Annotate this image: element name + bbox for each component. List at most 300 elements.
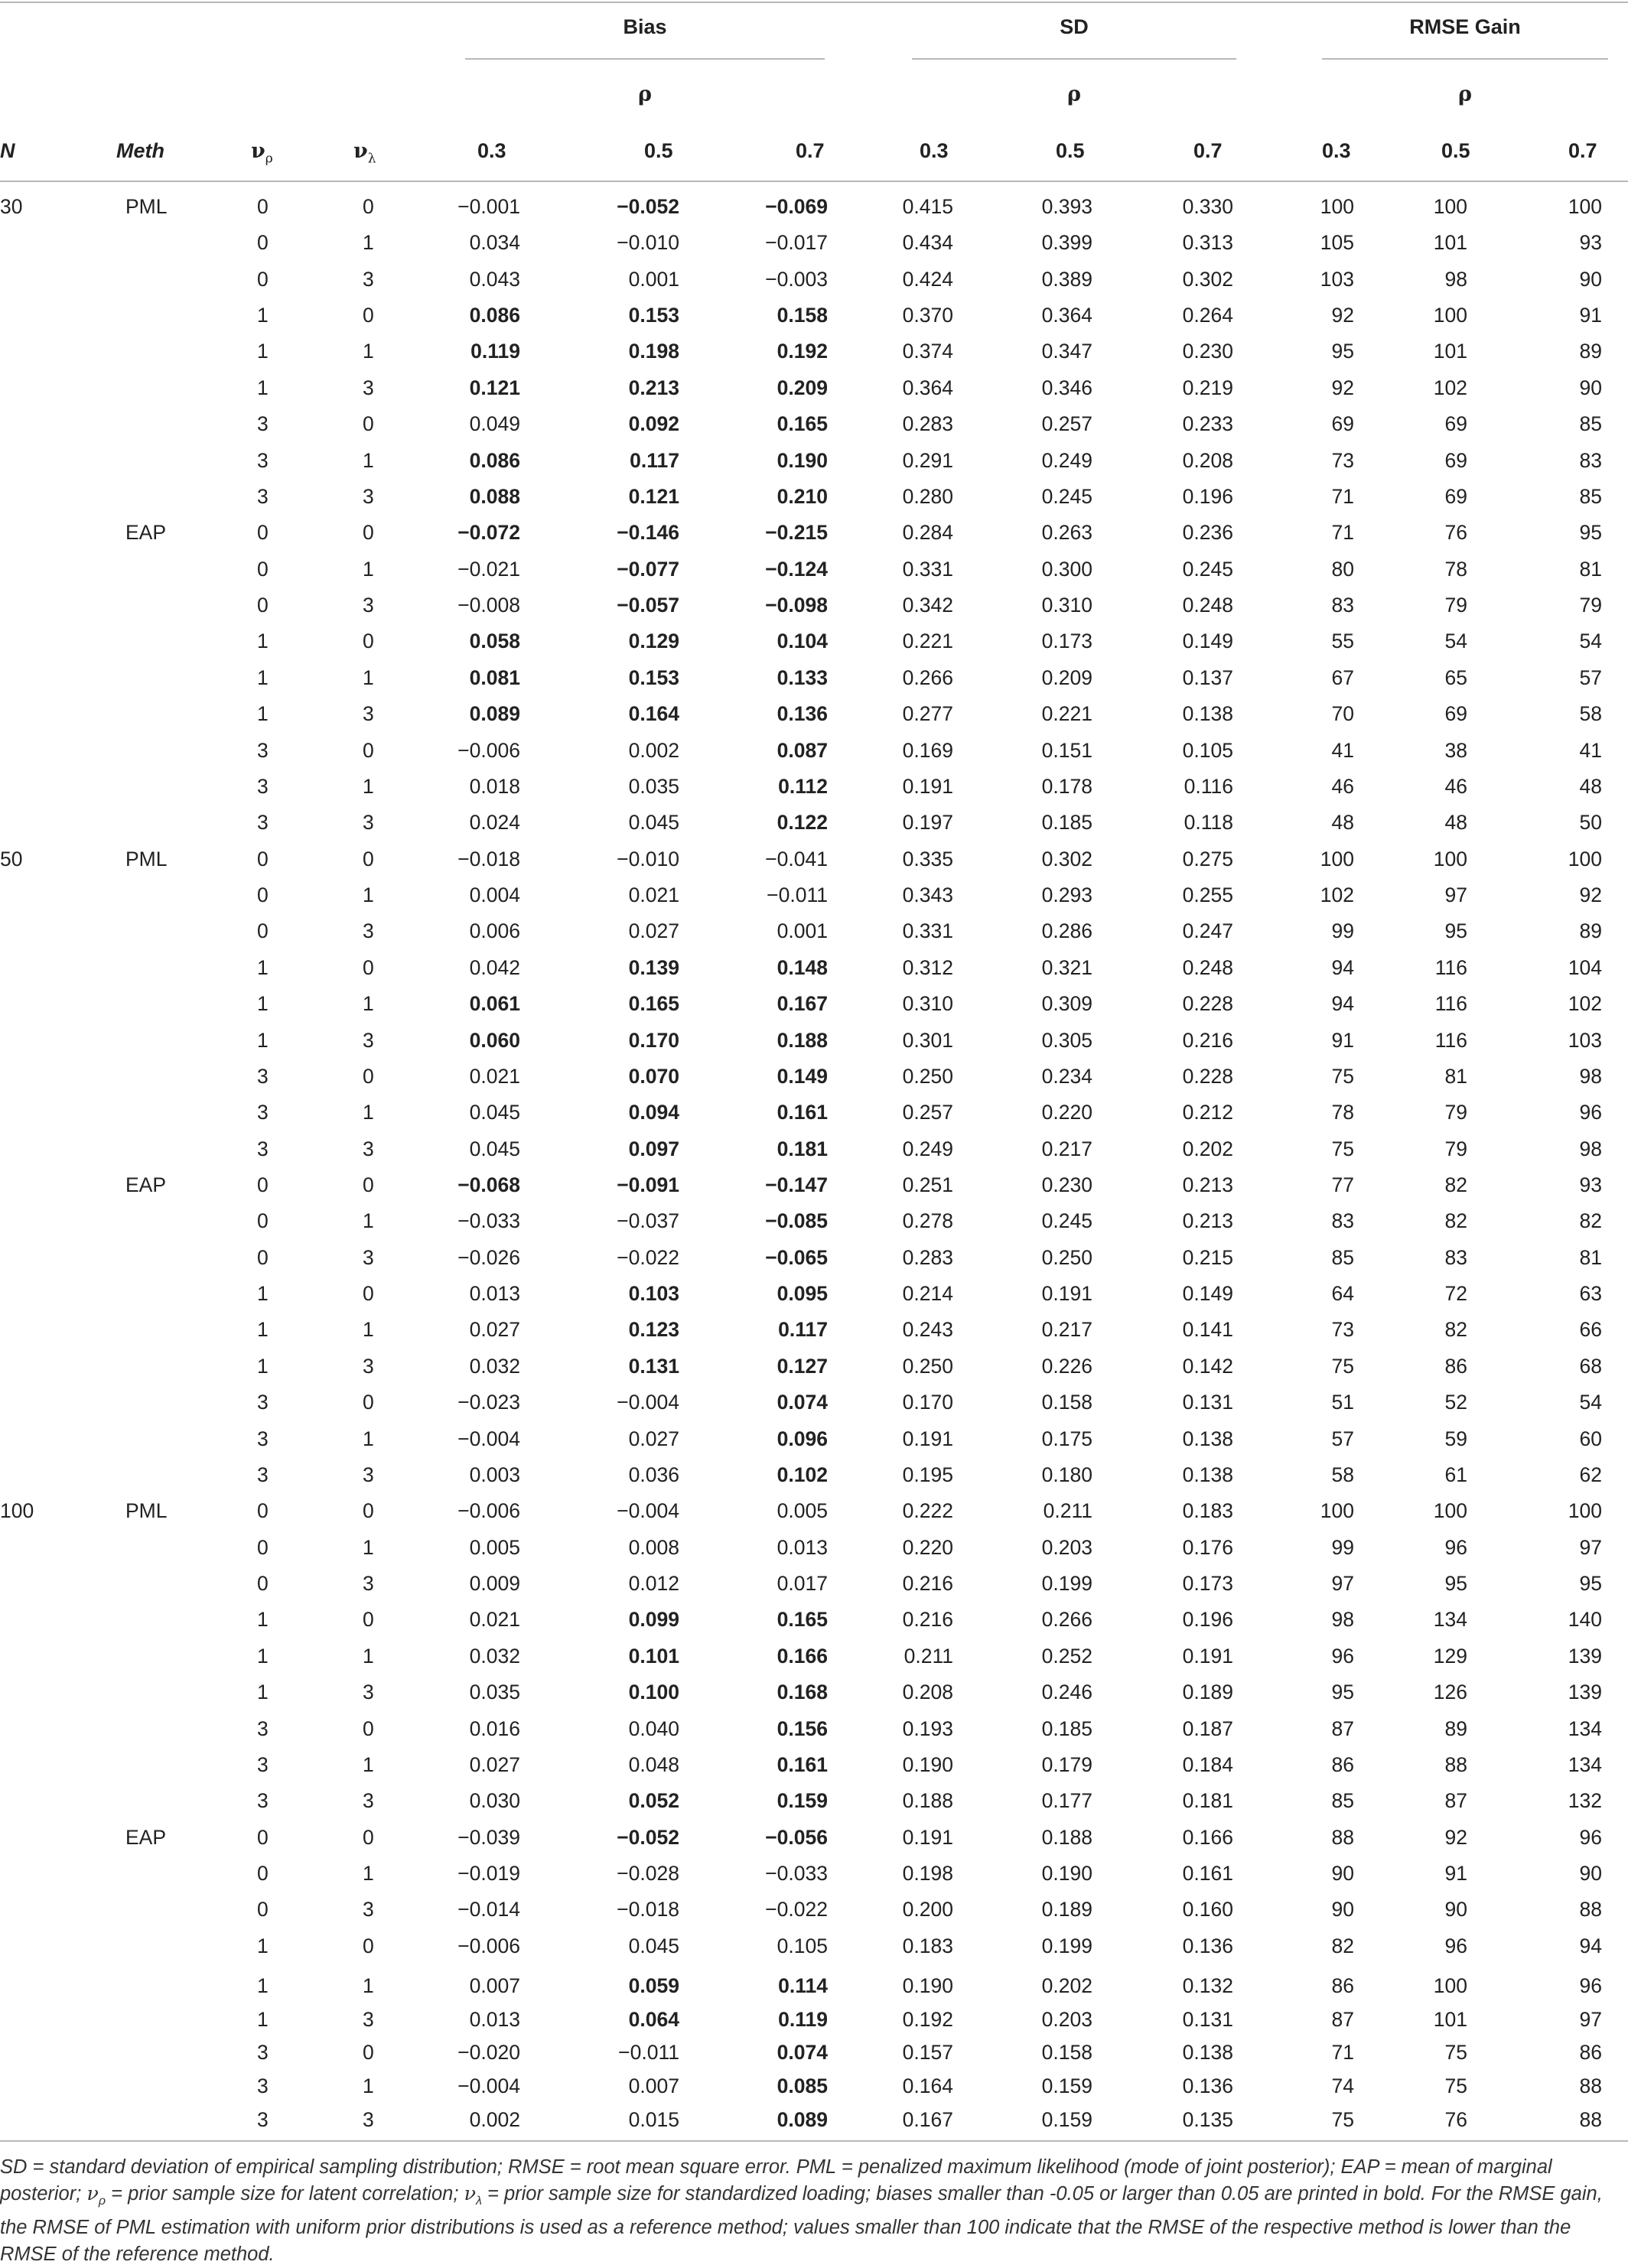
cell-bias: 0.043 [469, 267, 520, 291]
cell-sd: 0.251 [902, 1173, 953, 1196]
cell-sd: 0.176 [1182, 1535, 1233, 1559]
cell-bias: −0.018 [617, 1898, 679, 1921]
cell-rmse-gain: 97 [1331, 1572, 1354, 1596]
cell-method: EAP [125, 1173, 167, 1196]
cell-bias: −0.052 [617, 1825, 679, 1849]
cell-sd: 0.399 [1041, 231, 1092, 255]
cell-rmse-gain: 70 [1331, 702, 1354, 726]
cell-bias: −0.056 [765, 1825, 828, 1849]
cell-bias: 0.045 [469, 1137, 520, 1160]
cell-bias: −0.003 [765, 267, 828, 291]
cell-bias: 0.131 [628, 1354, 679, 1378]
cell-rmse-gain: 95 [1331, 1681, 1354, 1704]
cell-sd: 0.347 [1041, 340, 1092, 363]
group-title-sd: SD [1060, 15, 1089, 38]
cell-n: 50 [0, 847, 23, 870]
cell-rmse-gain: 100 [1568, 195, 1602, 218]
cell-bias: −0.033 [457, 1209, 520, 1233]
cell-rmse-gain: 132 [1568, 1789, 1602, 1813]
cell-rmse-gain: 85 [1331, 1789, 1354, 1813]
cell-sd: 0.213 [1182, 1173, 1233, 1196]
cell-sd: 0.138 [1182, 702, 1233, 726]
cell-sd: 0.310 [1041, 594, 1092, 617]
cell-nu-rho: 0 [257, 1825, 269, 1849]
cell-bias: 0.007 [628, 2074, 679, 2098]
cell-rmse-gain: 81 [1579, 1245, 1602, 1269]
cell-nu-lambda: 0 [363, 304, 374, 327]
cell-bias: 0.121 [628, 484, 679, 508]
cell-bias: 0.092 [628, 412, 679, 436]
cell-sd: 0.183 [1182, 1499, 1233, 1523]
cell-rmse-gain: 96 [1579, 1101, 1602, 1124]
cell-bias: −0.014 [457, 1898, 520, 1921]
cell-sd: 0.331 [902, 557, 953, 581]
cell-rmse-gain: 95 [1579, 521, 1602, 545]
cell-rmse-gain: 57 [1579, 665, 1602, 689]
cell-nu-rho: 3 [257, 774, 269, 798]
cell-sd: 0.301 [902, 1028, 953, 1052]
cell-rmse-gain: 97 [1444, 883, 1467, 907]
cell-bias: 0.161 [777, 1752, 828, 1776]
cell-bias: 0.007 [469, 1974, 520, 1997]
cell-rmse-gain: 69 [1444, 484, 1467, 508]
cell-sd: 0.191 [902, 1825, 953, 1849]
cell-rmse-gain: 50 [1579, 811, 1602, 835]
cell-nu-rho: 0 [257, 883, 269, 907]
cell-rmse-gain: 97 [1579, 1535, 1602, 1559]
cell-sd: 0.389 [1041, 267, 1092, 291]
cell-bias: 0.156 [777, 1716, 828, 1740]
cell-rmse-gain: 90 [1579, 267, 1602, 291]
cell-bias: −0.146 [617, 521, 679, 545]
cell-sd: 0.138 [1182, 1427, 1233, 1450]
cell-bias: 0.032 [469, 1354, 520, 1378]
cell-bias: 0.123 [628, 1318, 679, 1342]
cell-nu-rho: 3 [257, 412, 269, 436]
cell-rmse-gain: 99 [1331, 1535, 1354, 1559]
cell-rmse-gain: 91 [1579, 304, 1602, 327]
cell-rmse-gain: 46 [1444, 774, 1467, 798]
cell-nu-rho: 3 [257, 1064, 269, 1088]
cell-bias: 0.003 [469, 1463, 520, 1486]
cell-bias: 0.094 [628, 1101, 679, 1124]
cell-rmse-gain: 82 [1444, 1173, 1467, 1196]
cell-bias: −0.001 [457, 195, 520, 218]
cell-rmse-gain: 90 [1579, 1862, 1602, 1886]
cell-nu-lambda: 0 [363, 1173, 374, 1196]
cell-sd: 0.342 [902, 594, 953, 617]
cell-rmse-gain: 96 [1579, 1974, 1602, 1997]
cell-sd: 0.151 [1041, 738, 1092, 762]
cell-bias: −0.041 [765, 847, 828, 870]
cell-rmse-gain: 100 [1568, 847, 1602, 870]
cell-bias: −0.021 [457, 557, 520, 581]
cell-bias: 0.139 [628, 955, 679, 979]
cell-rmse-gain: 88 [1579, 1898, 1602, 1921]
cell-bias: 0.112 [778, 774, 828, 798]
col-header-nu-rho: $\nu_\rho$ [251, 139, 273, 167]
cell-bias: 0.165 [628, 992, 679, 1016]
cell-bias: 0.059 [628, 1974, 679, 1997]
cell-nu-rho: 3 [257, 1101, 269, 1124]
cell-rmse-gain: 92 [1579, 883, 1602, 907]
cell-sd: 0.190 [902, 1752, 953, 1776]
cell-sd: 0.149 [1182, 1282, 1233, 1306]
cell-sd: 0.221 [902, 630, 953, 653]
cell-rmse-gain: 63 [1579, 1282, 1602, 1306]
cell-rmse-gain: 139 [1568, 1681, 1602, 1704]
cell-nu-lambda: 3 [363, 1028, 374, 1052]
cell-nu-rho: 0 [257, 1898, 269, 1921]
cell-nu-rho: 3 [257, 448, 269, 472]
cell-rmse-gain: 116 [1434, 1028, 1467, 1052]
cell-rmse-gain: 140 [1568, 1608, 1602, 1632]
cell-bias: 0.004 [469, 883, 520, 907]
cell-sd: 0.199 [1041, 1934, 1092, 1957]
cell-bias: 0.006 [469, 919, 520, 943]
cell-bias: 0.153 [628, 304, 679, 327]
cell-nu-lambda: 1 [363, 448, 374, 472]
cell-sd: 0.200 [902, 1898, 953, 1921]
cell-sd: 0.184 [1182, 1752, 1233, 1776]
cell-rmse-gain: 91 [1331, 1028, 1354, 1052]
cell-bias: −0.011 [767, 883, 828, 907]
cell-sd: 0.302 [1182, 267, 1233, 291]
cell-nu-lambda: 0 [363, 1608, 374, 1632]
cell-bias: 0.117 [630, 448, 679, 472]
cell-rmse-gain: 69 [1331, 412, 1354, 436]
cell-rmse-gain: 62 [1579, 1463, 1602, 1486]
cell-rmse-gain: 102 [1568, 992, 1602, 1016]
cell-bias: 0.018 [469, 774, 520, 798]
cell-nu-rho: 0 [257, 1535, 269, 1559]
cell-sd: 0.191 [902, 1427, 953, 1450]
cell-rmse-gain: 69 [1444, 702, 1467, 726]
cell-rmse-gain: 90 [1444, 1898, 1467, 1921]
cell-sd: 0.250 [902, 1354, 953, 1378]
cell-bias: 0.052 [628, 1789, 679, 1813]
cell-bias: −0.098 [765, 594, 828, 617]
cell-sd: 0.370 [902, 304, 953, 327]
cell-rmse-gain: 88 [1331, 1825, 1354, 1849]
cell-bias: 0.045 [469, 1101, 520, 1124]
cell-rmse-gain: 116 [1434, 992, 1467, 1016]
cell-bias: 0.027 [469, 1318, 520, 1342]
cell-rmse-gain: 79 [1444, 1137, 1467, 1160]
cell-bias: −0.020 [457, 2041, 520, 2065]
cell-sd: 0.159 [1041, 2074, 1092, 2098]
cell-nu-lambda: 0 [363, 1499, 374, 1523]
cell-sd: 0.257 [1041, 412, 1092, 436]
cell-bias: 0.087 [777, 738, 828, 762]
cell-sd: 0.278 [902, 1209, 953, 1233]
cell-bias: −0.039 [457, 1825, 520, 1849]
cell-rmse-gain: 90 [1331, 1862, 1354, 1886]
cell-bias: 0.036 [628, 1463, 679, 1486]
cell-nu-lambda: 3 [363, 1354, 374, 1378]
cell-bias: 0.210 [777, 484, 828, 508]
cell-rmse-gain: 58 [1579, 702, 1602, 726]
cell-nu-rho: 1 [257, 1644, 269, 1668]
cell-bias: 0.213 [628, 376, 679, 399]
cell-sd: 0.187 [1182, 1716, 1233, 1740]
cell-bias: 0.034 [469, 231, 520, 255]
cell-bias: 0.097 [628, 1137, 679, 1160]
cell-rmse-gain: 101 [1433, 340, 1467, 363]
cell-nu-lambda: 3 [363, 484, 374, 508]
cell-sd: 0.208 [1182, 448, 1233, 472]
cell-sd: 0.228 [1182, 1064, 1233, 1088]
cell-rmse-gain: 74 [1331, 2074, 1354, 2098]
cell-rmse-gain: 82 [1444, 1209, 1467, 1233]
cell-rmse-gain: 54 [1579, 630, 1602, 653]
cell-bias: 0.086 [469, 448, 520, 472]
cell-sd: 0.158 [1041, 1391, 1092, 1414]
cell-rmse-gain: 77 [1331, 1173, 1354, 1196]
cell-nu-rho: 3 [257, 1716, 269, 1740]
cell-bias: 0.032 [469, 1644, 520, 1668]
cell-sd: 0.214 [902, 1282, 953, 1306]
cell-sd: 0.191 [1182, 1644, 1233, 1668]
cell-bias: 0.001 [777, 919, 828, 943]
cell-method: PML [125, 1499, 168, 1523]
cell-sd: 0.173 [1182, 1572, 1233, 1596]
cell-rmse-gain: 134 [1568, 1716, 1602, 1740]
cell-bias: 0.042 [469, 955, 520, 979]
cell-bias: 0.122 [777, 811, 828, 835]
cell-rmse-gain: 76 [1444, 521, 1467, 545]
cell-nu-rho: 1 [257, 1681, 269, 1704]
cell-nu-rho: 1 [257, 992, 269, 1016]
cell-bias: 0.001 [628, 267, 679, 291]
cell-bias: 0.005 [777, 1499, 828, 1523]
cell-sd: 0.175 [1041, 1427, 1092, 1450]
cell-sd: 0.173 [1041, 630, 1092, 653]
cell-rmse-gain: 90 [1331, 1898, 1354, 1921]
cell-bias: 0.127 [777, 1354, 828, 1378]
cell-bias: 0.190 [777, 448, 828, 472]
cell-rmse-gain: 103 [1320, 267, 1354, 291]
cell-rmse-gain: 54 [1444, 630, 1467, 653]
cell-rmse-gain: 83 [1444, 1245, 1467, 1269]
cell-bias: −0.006 [457, 738, 520, 762]
cell-rmse-gain: 83 [1331, 594, 1354, 617]
cell-sd: 0.118 [1184, 811, 1233, 835]
cell-nu-rho: 1 [257, 1354, 269, 1378]
cell-sd: 0.252 [1041, 1644, 1092, 1668]
cell-sd: 0.247 [1182, 919, 1233, 943]
cell-sd: 0.167 [902, 2107, 953, 2131]
cell-bias: −0.026 [457, 1245, 520, 1269]
cell-sd: 0.195 [902, 1463, 953, 1486]
cell-bias: 0.192 [777, 340, 828, 363]
rho-label-rmse-gain: ρ [1458, 83, 1472, 106]
cell-sd: 0.263 [1041, 521, 1092, 545]
cell-nu-lambda: 0 [363, 1716, 374, 1740]
cell-bias: −0.091 [617, 1173, 679, 1196]
cell-rmse-gain: 48 [1444, 811, 1467, 835]
cell-bias: −0.085 [765, 1209, 828, 1233]
cell-sd: 0.415 [902, 195, 953, 218]
cell-rmse-gain: 75 [1331, 1354, 1354, 1378]
cell-rmse-gain: 73 [1331, 448, 1354, 472]
cell-nu-rho: 1 [257, 630, 269, 653]
cell-rmse-gain: 89 [1579, 919, 1602, 943]
cell-rmse-gain: 75 [1331, 1137, 1354, 1160]
cell-bias: −0.022 [765, 1898, 828, 1921]
cell-sd: 0.309 [1041, 992, 1092, 1016]
cell-nu-lambda: 1 [363, 992, 374, 1016]
cell-n: 100 [0, 1499, 34, 1523]
cell-nu-lambda: 0 [363, 1282, 374, 1306]
cell-rmse-gain: 85 [1579, 484, 1602, 508]
table-bottom-rule [0, 2140, 1628, 2142]
cell-bias: −0.006 [457, 1934, 520, 1957]
cell-rmse-gain: 95 [1444, 919, 1467, 943]
cell-nu-rho: 0 [257, 1245, 269, 1269]
cell-bias: 0.101 [628, 1644, 679, 1668]
cell-nu-lambda: 1 [363, 1644, 374, 1668]
cell-rmse-gain: 134 [1568, 1752, 1602, 1776]
cell-bias: 0.188 [777, 1028, 828, 1052]
cell-nu-lambda: 3 [363, 1137, 374, 1160]
cell-sd: 0.249 [902, 1137, 953, 1160]
cell-sd: 0.216 [902, 1572, 953, 1596]
cell-sd: 0.215 [1182, 1245, 1233, 1269]
cell-rmse-gain: 75 [1444, 2074, 1467, 2098]
cell-nu-lambda: 1 [363, 1535, 374, 1559]
cell-bias: −0.004 [457, 2074, 520, 2098]
cell-rmse-gain: 85 [1579, 412, 1602, 436]
cell-sd: 0.245 [1041, 484, 1092, 508]
cell-nu-lambda: 1 [363, 665, 374, 689]
cell-nu-rho: 3 [257, 811, 269, 835]
cell-rmse-gain: 94 [1331, 992, 1354, 1016]
cell-sd: 0.245 [1182, 557, 1233, 581]
group-title-rmse-gain: RMSE Gain [1409, 15, 1521, 38]
cell-sd: 0.190 [1041, 1862, 1092, 1886]
cell-bias: 0.136 [777, 702, 828, 726]
cell-rmse-gain: 100 [1568, 1499, 1602, 1523]
cell-nu-rho: 1 [257, 340, 269, 363]
cell-rmse-gain: 86 [1331, 1974, 1354, 1997]
cell-sd: 0.160 [1182, 1898, 1233, 1921]
cell-sd: 0.228 [1182, 992, 1233, 1016]
cell-sd: 0.178 [1041, 774, 1092, 798]
cell-sd: 0.185 [1041, 811, 1092, 835]
cell-rmse-gain: 100 [1433, 304, 1467, 327]
cell-sd: 0.177 [1041, 1789, 1092, 1813]
cell-nu-rho: 3 [257, 1789, 269, 1813]
cell-rmse-gain: 99 [1331, 919, 1354, 943]
cell-rmse-gain: 102 [1433, 376, 1467, 399]
cell-bias: −0.065 [765, 1245, 828, 1269]
cell-nu-lambda: 0 [363, 195, 374, 218]
cell-rmse-gain: 101 [1433, 231, 1467, 255]
cell-sd: 0.230 [1182, 340, 1233, 363]
cell-sd: 0.105 [1182, 738, 1233, 762]
cell-sd: 0.158 [1041, 2041, 1092, 2065]
cell-rmse-gain: 72 [1444, 1282, 1467, 1306]
cell-rmse-gain: 58 [1331, 1463, 1354, 1486]
cell-rmse-gain: 64 [1331, 1282, 1354, 1306]
cell-bias: 0.104 [777, 630, 828, 653]
cell-sd: 0.283 [902, 1245, 953, 1269]
cell-rmse-gain: 89 [1579, 340, 1602, 363]
cell-rmse-gain: 95 [1579, 1572, 1602, 1596]
cell-sd: 0.208 [902, 1681, 953, 1704]
cell-rmse-gain: 92 [1331, 376, 1354, 399]
cell-bias: 0.013 [469, 1282, 520, 1306]
cell-rmse-gain: 105 [1320, 231, 1354, 255]
cell-sd: 0.286 [1041, 919, 1092, 943]
cell-sd: 0.275 [1182, 847, 1233, 870]
cell-nu-lambda: 1 [363, 231, 374, 255]
col-header-gain-0.7: 0.7 [1568, 139, 1597, 162]
cell-bias: 0.119 [470, 340, 520, 363]
cell-rmse-gain: 86 [1579, 2041, 1602, 2065]
cell-sd: 0.284 [902, 521, 953, 545]
cell-bias: −0.010 [617, 231, 679, 255]
cell-nu-lambda: 0 [363, 521, 374, 545]
cell-sd: 0.280 [902, 484, 953, 508]
cell-sd: 0.183 [902, 1934, 953, 1957]
cell-bias: 0.013 [777, 1535, 828, 1559]
cell-sd: 0.137 [1182, 665, 1233, 689]
cell-nu-lambda: 0 [363, 955, 374, 979]
cell-sd: 0.188 [1041, 1825, 1092, 1849]
cell-rmse-gain: 67 [1331, 665, 1354, 689]
cell-nu-rho: 1 [257, 955, 269, 979]
cell-rmse-gain: 100 [1433, 1499, 1467, 1523]
cell-rmse-gain: 86 [1444, 1354, 1467, 1378]
cell-sd: 0.250 [1041, 1245, 1092, 1269]
cell-sd: 0.190 [902, 1974, 953, 1997]
cell-nu-lambda: 0 [363, 1825, 374, 1849]
cell-bias: 0.030 [469, 1789, 520, 1813]
cell-rmse-gain: 96 [1579, 1825, 1602, 1849]
cell-rmse-gain: 91 [1444, 1862, 1467, 1886]
cell-nu-lambda: 1 [363, 340, 374, 363]
cell-sd: 0.216 [902, 1608, 953, 1632]
cell-bias: −0.004 [617, 1391, 679, 1414]
cell-rmse-gain: 94 [1579, 1934, 1602, 1957]
cell-sd: 0.217 [1041, 1318, 1092, 1342]
cell-bias: 0.058 [469, 630, 520, 653]
cell-bias: 0.167 [777, 992, 828, 1016]
cell-rmse-gain: 100 [1433, 195, 1467, 218]
cell-method: PML [125, 847, 168, 870]
cell-sd: 0.188 [902, 1789, 953, 1813]
cell-rmse-gain: 100 [1320, 1499, 1354, 1523]
cell-bias: 0.005 [469, 1535, 520, 1559]
cell-nu-rho: 0 [257, 267, 269, 291]
cell-method: PML [125, 195, 168, 218]
col-header-gain-0.3: 0.3 [1322, 139, 1351, 162]
cell-bias: −0.022 [617, 1245, 679, 1269]
cell-sd: 0.246 [1041, 1681, 1092, 1704]
cell-rmse-gain: 102 [1320, 883, 1354, 907]
cell-sd: 0.131 [1182, 2007, 1233, 2031]
cell-nu-rho: 0 [257, 594, 269, 617]
cell-rmse-gain: 83 [1331, 1209, 1354, 1233]
cell-nu-lambda: 3 [363, 1898, 374, 1921]
cell-sd: 0.159 [1041, 2107, 1092, 2131]
cell-bias: −0.068 [457, 1173, 520, 1196]
cell-sd: 0.374 [902, 340, 953, 363]
cell-bias: 0.049 [469, 412, 520, 436]
cell-sd: 0.157 [902, 2041, 953, 2065]
